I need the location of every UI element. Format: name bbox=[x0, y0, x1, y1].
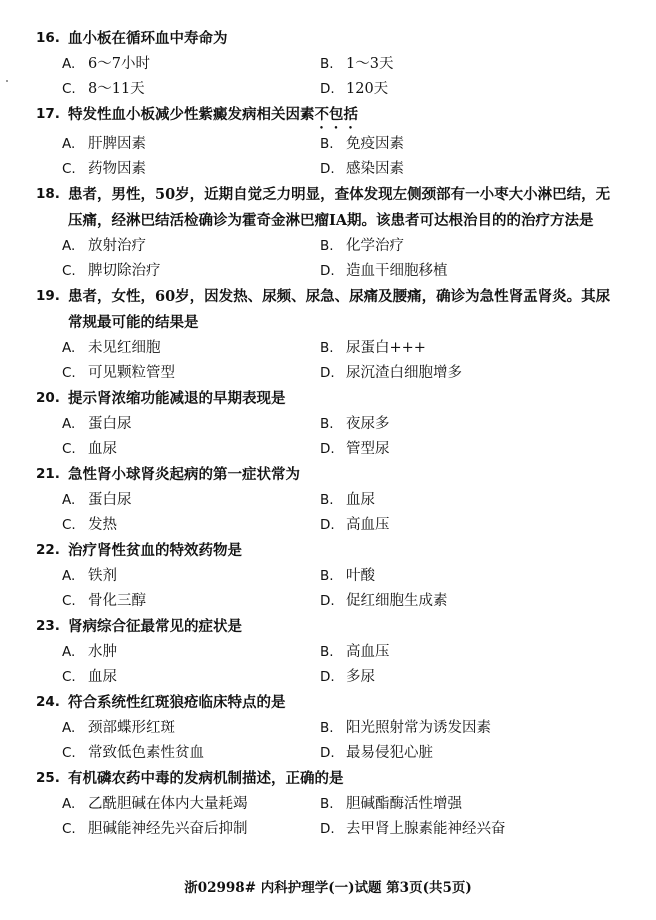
question-20 bbox=[36, 386, 620, 462]
question-21 bbox=[36, 462, 620, 538]
option-letter: A. bbox=[62, 416, 76, 432]
option-grid bbox=[36, 716, 620, 766]
option-d bbox=[320, 741, 578, 766]
question-text: 急性肾小球肾炎起病的第一症状常为 bbox=[68, 466, 300, 483]
option-letter: D. bbox=[320, 745, 335, 761]
option-b bbox=[320, 234, 578, 259]
option-letter: A. bbox=[62, 644, 76, 660]
option-a bbox=[62, 234, 320, 259]
option-a bbox=[62, 132, 320, 157]
option-text: 造血干细胞移植 bbox=[346, 263, 448, 279]
option-letter: C. bbox=[62, 263, 76, 279]
option-a bbox=[62, 52, 320, 77]
option-text: 感染因素 bbox=[346, 161, 404, 177]
option-letter: D. bbox=[320, 81, 335, 97]
option-a bbox=[62, 336, 320, 361]
option-c bbox=[62, 77, 320, 102]
option-text: 8～11天 bbox=[88, 81, 145, 97]
option-text: 最易侵犯心脏 bbox=[346, 745, 433, 761]
option-d bbox=[320, 589, 578, 614]
question-number: 16. bbox=[36, 30, 60, 46]
option-text: 蛋白尿 bbox=[88, 492, 132, 508]
option-letter: D. bbox=[320, 821, 335, 837]
option-text: 尿沉渣白细胞增多 bbox=[346, 365, 462, 381]
option-text: 1～3天 bbox=[346, 56, 394, 72]
option-a bbox=[62, 640, 320, 665]
option-b bbox=[320, 792, 578, 817]
option-d bbox=[320, 437, 578, 462]
option-a bbox=[62, 792, 320, 817]
option-b bbox=[320, 564, 578, 589]
option-grid bbox=[36, 52, 620, 102]
question-stem bbox=[36, 284, 620, 336]
option-a bbox=[62, 716, 320, 741]
question-stem bbox=[36, 26, 620, 52]
option-text: 去甲肾上腺素能神经兴奋 bbox=[346, 821, 506, 837]
option-letter: A. bbox=[62, 136, 76, 152]
question-number: 17. bbox=[36, 106, 60, 122]
option-d bbox=[320, 77, 578, 102]
option-c bbox=[62, 259, 320, 284]
question-stem bbox=[36, 102, 620, 132]
option-c bbox=[62, 589, 320, 614]
question-19 bbox=[36, 284, 620, 386]
option-letter: C. bbox=[62, 593, 76, 609]
option-text: 铁剂 bbox=[88, 568, 117, 584]
option-text: 可见颗粒管型 bbox=[88, 365, 175, 381]
option-letter: B. bbox=[320, 492, 334, 508]
option-letter: D. bbox=[320, 669, 335, 685]
option-text: 夜尿多 bbox=[346, 416, 390, 432]
option-grid bbox=[36, 792, 620, 842]
option-text: 促红细胞生成素 bbox=[346, 593, 448, 609]
question-text: 有机磷农药中毒的发病机制描述，正确的是 bbox=[68, 770, 344, 787]
question-number: 24. bbox=[36, 694, 60, 710]
option-d bbox=[320, 361, 578, 386]
option-grid bbox=[36, 132, 620, 182]
option-letter: C. bbox=[62, 517, 76, 533]
option-text: 血尿 bbox=[88, 669, 117, 685]
option-letter: D. bbox=[320, 517, 335, 533]
question-list bbox=[36, 26, 620, 842]
question-text: 特发性血小板减少性紫癜发病相关因素 bbox=[68, 106, 315, 123]
question-number: 25. bbox=[36, 770, 60, 786]
option-a bbox=[62, 488, 320, 513]
option-letter: C. bbox=[62, 821, 76, 837]
option-text: 骨化三醇 bbox=[88, 593, 146, 609]
option-d bbox=[320, 513, 578, 538]
option-b bbox=[320, 336, 578, 361]
option-c bbox=[62, 361, 320, 386]
option-text: 血尿 bbox=[346, 492, 375, 508]
option-text: 放射治疗 bbox=[88, 238, 146, 254]
question-18 bbox=[36, 182, 620, 284]
option-letter: B. bbox=[320, 136, 334, 152]
question-number: 23. bbox=[36, 618, 60, 634]
question-number: 21. bbox=[36, 466, 60, 482]
option-b bbox=[320, 716, 578, 741]
option-letter: A. bbox=[62, 492, 76, 508]
option-c bbox=[62, 437, 320, 462]
question-text: 患者，女性，60岁，因发热、尿频、尿急、尿痛及腰痛，确诊为急性肾盂肾炎。其尿常规最可能的结果是 bbox=[68, 288, 611, 331]
question-text: 提示肾浓缩功能减退的早期表现是 bbox=[68, 390, 286, 407]
option-a bbox=[62, 564, 320, 589]
option-text: 多尿 bbox=[346, 669, 375, 685]
question-24 bbox=[36, 690, 620, 766]
question-text: 治疗肾性贫血的特效药物是 bbox=[68, 542, 242, 559]
option-text: 化学治疗 bbox=[346, 238, 404, 254]
question-stem bbox=[36, 538, 620, 564]
option-grid bbox=[36, 234, 620, 284]
question-17 bbox=[36, 102, 620, 182]
question-emphasis: 不包括 bbox=[314, 106, 358, 123]
option-letter: C. bbox=[62, 441, 76, 457]
option-text: 6～7小时 bbox=[88, 56, 150, 72]
option-letter: D. bbox=[320, 161, 335, 177]
option-text: 尿蛋白+++ bbox=[346, 340, 426, 356]
option-letter: B. bbox=[320, 568, 334, 584]
question-stem bbox=[36, 182, 620, 234]
option-b bbox=[320, 52, 578, 77]
option-b bbox=[320, 412, 578, 437]
option-a bbox=[62, 412, 320, 437]
question-text: 血小板在循环血中寿命为 bbox=[68, 30, 228, 47]
option-text: 脾切除治疗 bbox=[88, 263, 161, 279]
option-c bbox=[62, 817, 320, 842]
option-text: 高血压 bbox=[346, 517, 390, 533]
option-text: 管型尿 bbox=[346, 441, 390, 457]
question-text: 符合系统性红斑狼疮临床特点的是 bbox=[68, 694, 286, 711]
option-letter: C. bbox=[62, 365, 76, 381]
option-b bbox=[320, 488, 578, 513]
option-c bbox=[62, 741, 320, 766]
option-letter: A. bbox=[62, 56, 76, 72]
option-letter: B. bbox=[320, 238, 334, 254]
option-letter: C. bbox=[62, 669, 76, 685]
question-stem bbox=[36, 462, 620, 488]
option-text: 发热 bbox=[88, 517, 117, 533]
question-text: 患者，男性，50岁，近期自觉乏力明显，查体发现左侧颈部有一小枣大小淋巴结，无压痛，经淋巴结活检确诊为霍奇金淋巴瘤IA期。该患者可达根治目的的治疗方法是 bbox=[68, 186, 611, 229]
question-stem bbox=[36, 690, 620, 716]
option-grid bbox=[36, 412, 620, 462]
option-b bbox=[320, 640, 578, 665]
option-text: 药物因素 bbox=[88, 161, 146, 177]
option-d bbox=[320, 259, 578, 284]
option-letter: C. bbox=[62, 81, 76, 97]
option-letter: A. bbox=[62, 340, 76, 356]
question-number: 18. bbox=[36, 186, 60, 202]
question-stem bbox=[36, 386, 620, 412]
option-text: 血尿 bbox=[88, 441, 117, 457]
option-text: 免疫因素 bbox=[346, 136, 404, 152]
option-text: 肝脾因素 bbox=[88, 136, 146, 152]
option-c bbox=[62, 665, 320, 690]
question-16 bbox=[36, 26, 620, 102]
option-letter: C. bbox=[62, 745, 76, 761]
option-d bbox=[320, 157, 578, 182]
question-22 bbox=[36, 538, 620, 614]
question-stem bbox=[36, 766, 620, 792]
scan-mark bbox=[6, 80, 8, 82]
question-23 bbox=[36, 614, 620, 690]
page-footer: 浙02998# 内科护理学(一)试题 第3页(共5页) bbox=[184, 880, 472, 896]
option-letter: A. bbox=[62, 796, 76, 812]
option-grid bbox=[36, 564, 620, 614]
option-grid bbox=[36, 640, 620, 690]
option-letter: B. bbox=[320, 644, 334, 660]
option-b bbox=[320, 132, 578, 157]
option-d bbox=[320, 665, 578, 690]
option-text: 120天 bbox=[346, 81, 389, 97]
option-text: 未见红细胞 bbox=[88, 340, 161, 356]
option-letter: B. bbox=[320, 416, 334, 432]
option-letter: B. bbox=[320, 720, 334, 736]
option-text: 高血压 bbox=[346, 644, 390, 660]
option-text: 水肿 bbox=[88, 644, 117, 660]
option-text: 胆碱酯酶活性增强 bbox=[346, 796, 462, 812]
option-letter: D. bbox=[320, 593, 335, 609]
option-c bbox=[62, 513, 320, 538]
option-letter: C. bbox=[62, 161, 76, 177]
option-c bbox=[62, 157, 320, 182]
option-text: 蛋白尿 bbox=[88, 416, 132, 432]
option-letter: A. bbox=[62, 568, 76, 584]
question-number: 22. bbox=[36, 542, 60, 558]
option-text: 颈部蝶形红斑 bbox=[88, 720, 175, 736]
option-grid bbox=[36, 336, 620, 386]
option-letter: D. bbox=[320, 263, 335, 279]
option-letter: D. bbox=[320, 365, 335, 381]
option-letter: A. bbox=[62, 238, 76, 254]
option-text: 常致低色素性贫血 bbox=[88, 745, 204, 761]
question-stem bbox=[36, 614, 620, 640]
option-text: 阳光照射常为诱发因素 bbox=[346, 720, 491, 736]
option-grid bbox=[36, 488, 620, 538]
option-d bbox=[320, 817, 578, 842]
option-text: 乙酰胆碱在体内大量耗竭 bbox=[88, 796, 248, 812]
option-text: 胆碱能神经先兴奋后抑制 bbox=[88, 821, 248, 837]
question-25 bbox=[36, 766, 620, 842]
option-letter: B. bbox=[320, 796, 334, 812]
option-letter: D. bbox=[320, 441, 335, 457]
option-text: 叶酸 bbox=[346, 568, 375, 584]
option-letter: B. bbox=[320, 56, 334, 72]
option-letter: A. bbox=[62, 720, 76, 736]
question-text: 肾病综合征最常见的症状是 bbox=[68, 618, 242, 635]
question-number: 19. bbox=[36, 288, 60, 304]
question-number: 20. bbox=[36, 390, 60, 406]
option-letter: B. bbox=[320, 340, 334, 356]
